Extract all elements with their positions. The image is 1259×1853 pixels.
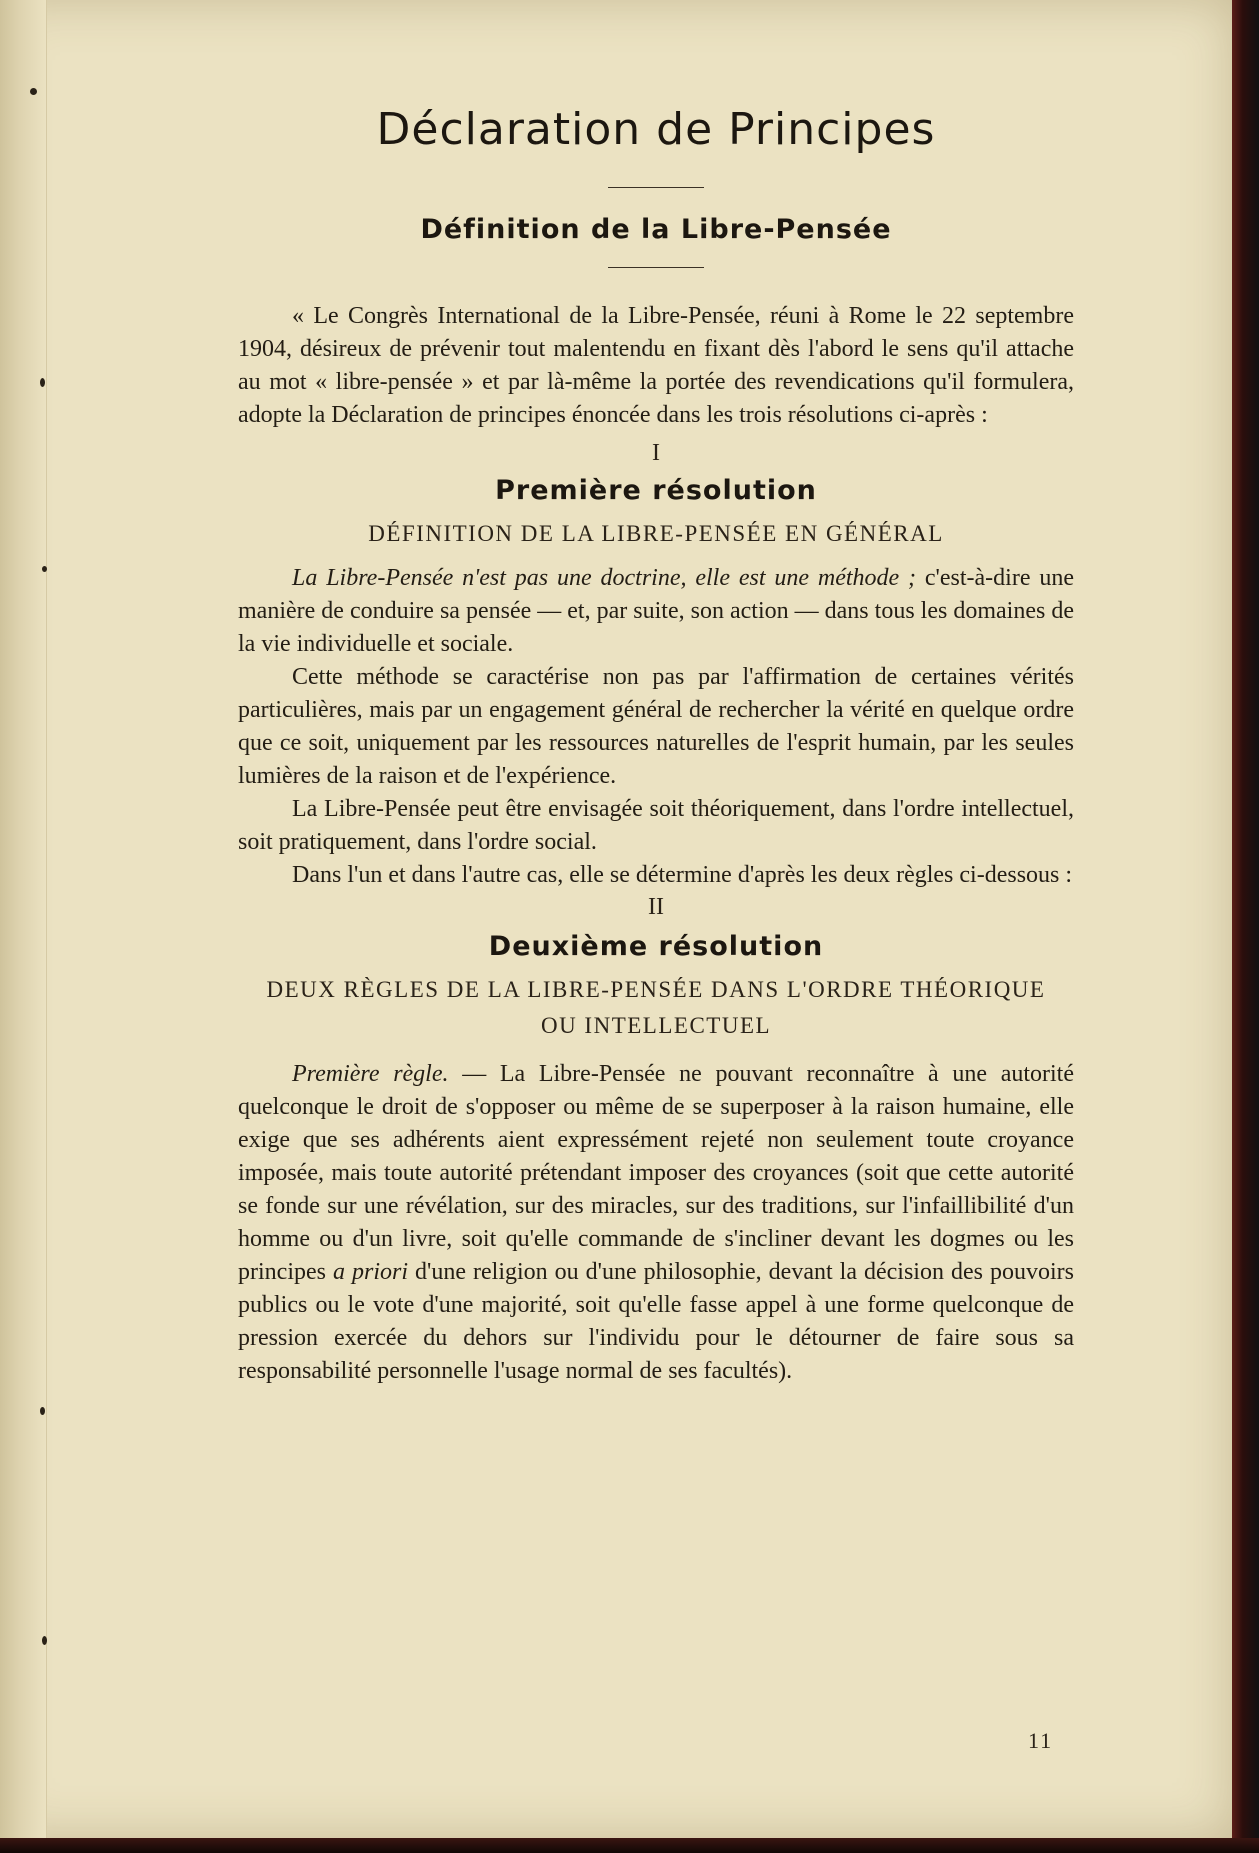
margin-ink-dot (42, 1636, 47, 1645)
emphasis-text: a priori (332, 1259, 409, 1285)
margin-ink-dot (40, 378, 45, 387)
page-title: Déclaration de Principes (376, 104, 936, 155)
book-cover-edge (1232, 0, 1259, 1853)
resolution-subheading: DEUX RÈGLES DE LA LIBRE-PENSÉE DANS L'ORDRE THÉORIQUE (266, 977, 1046, 1002)
resolution-numeral: I (652, 440, 660, 466)
paragraph-text: — La Libre-Pensée ne pouvant reconnaître à une autorité quelconque le droit de s'opposer ou même de se superposer à la raison humaine, elle exige que ses adhérents aient expressément rejeté non seulement toute croyance imposée, mais toute autorité prétendant imposer des croyances (soit que cette autorité se fonde sur une révélation, sur des miracles, sur des traditions, sur l'infaillibilité d'un homme ou d'un livre, soit qu'elle commande de s'incliner devant les dogmes ou les principes (238, 1061, 1075, 1285)
rule-label: Première règle. (292, 1061, 449, 1087)
margin-ink-dot (42, 566, 47, 572)
resolution-title: Deuxième résolution (488, 931, 824, 962)
page-binding-margin (0, 0, 47, 1838)
paragraph-text: c'est-à-dire une manière de conduire sa pensée — et, par suite, son action — dans tous les domaines de la vie individuelle et sociale. (238, 565, 1074, 657)
title-rule (608, 187, 704, 188)
page-subtitle: Définition de la Libre-Pensée (420, 214, 892, 245)
page-number: 11 (1028, 1728, 1054, 1753)
resolution-subheading: DÉFINITION DE LA LIBRE-PENSÉE EN GÉNÉRAL (368, 521, 944, 546)
resolution-title: Première résolution (495, 475, 817, 506)
margin-ink-dot (40, 1407, 45, 1415)
margin-ink-dot (30, 88, 37, 95)
paragraph-text: d'une religion ou d'une philosophie, devant la décision des pouvoirs publics ou le vote d'une majorité, soit qu'elle fasse appel à une forme quelconque de pression exercée du dehors sur l'individu pour le détourner de faire sous sa responsabilité personnelle l'usage normal de ses facultés). (238, 1259, 1074, 1384)
book-bottom-edge (0, 1838, 1259, 1853)
resolution-subheading: OU INTELLECTUEL (540, 1013, 772, 1038)
resolution-paragraph: La Libre-Pensée peut être envisagée soit théoriquement, dans l'ordre intellectuel, soit pratiquement, dans l'ordre social. (238, 796, 1074, 855)
subtitle-rule (608, 267, 704, 268)
resolution-paragraph: Cette méthode se caractérise non pas par l'affirmation de certaines vérités particulières, mais par un engagement général de rechercher la vérité en quelque ordre que ce soit, uniquement par les ressources naturelles de l'esprit humain, par les seules lumières de la raison et de l'expérience. (238, 664, 1074, 789)
intro-paragraph: « Le Congrès International de la Libre-Pensée, réuni à Rome le 22 septembre 1904, désireux de prévenir tout malentendu en fixant dès l'abord le sens qu'il attache au mot « libre-pensée » et par là-même la portée des revendications qu'il formulera, adopte la Déclaration de principes énoncée dans les trois résolutions ci-après : (238, 303, 1074, 428)
resolution-numeral: II (648, 894, 664, 920)
emphasis-text: La Libre-Pensée n'est pas une doctrine, elle est une méthode ; (292, 565, 917, 591)
page-content (238, 104, 1074, 1388)
rule-paragraph (238, 1058, 1074, 1388)
resolution-paragraph: Dans l'un et dans l'autre cas, elle se détermine d'après les deux règles ci-dessous : (292, 862, 1073, 888)
resolution-paragraph (238, 562, 1074, 661)
